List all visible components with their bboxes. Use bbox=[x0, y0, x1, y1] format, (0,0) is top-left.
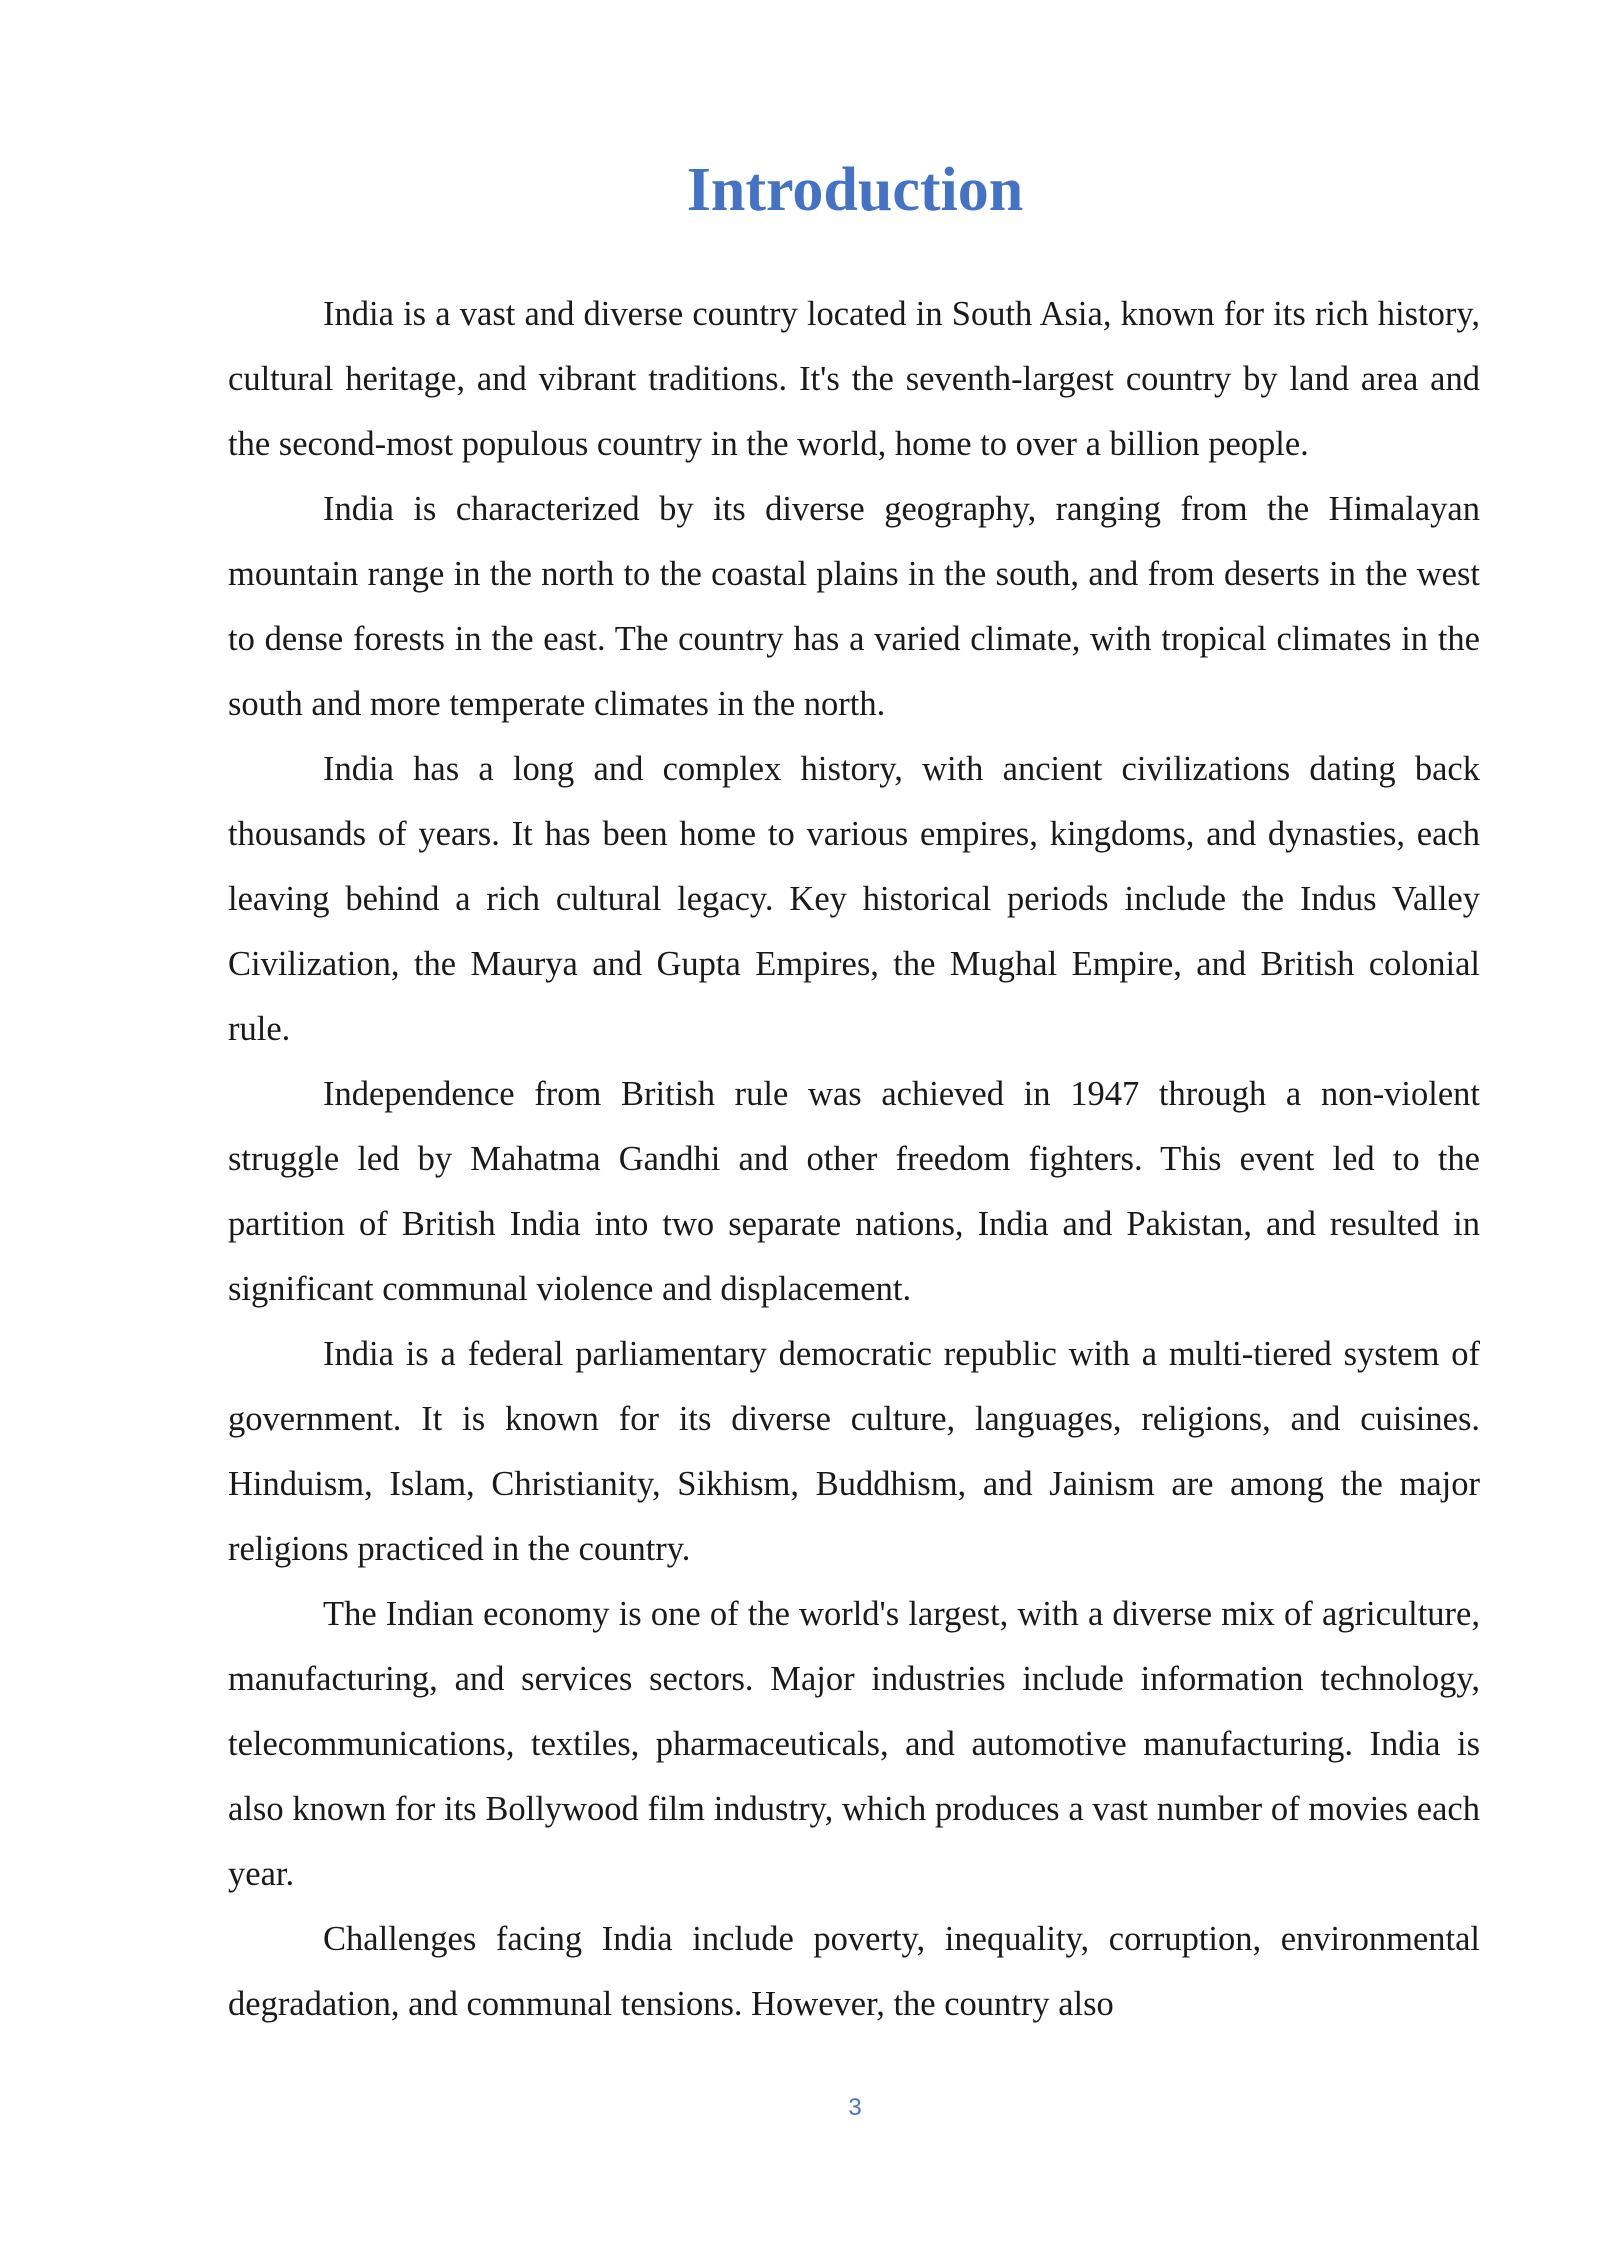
body-text bbox=[228, 282, 1480, 2080]
paragraph-overview: India is a vast and diverse country located in South Asia, known for its rich history, cultural heritage, and vibrant traditions. It's the seventh-largest country by land area and the second-most populous country in the world, home to over a billion people. bbox=[228, 295, 1480, 463]
paragraph-geography: India is characterized by its diverse geography, ranging from the Himalayan mountain range in the north to the coastal plains in the south, and from deserts in the west to dense forests in the east. The country has a varied climate, with tropical climates in the south and more temperate climates in the north. bbox=[228, 490, 1480, 723]
paragraph-government: India is a federal parliamentary democratic republic with a multi-tiered system of government. It is known for its diverse culture, languages, religions, and cuisines. Hinduism, Islam, Christianity, Sikhism, Buddhism, and Jainism are among the major religions practiced in the country. bbox=[228, 1335, 1480, 1568]
page-number: 3 bbox=[848, 2094, 862, 2121]
paragraph-history: India has a long and complex history, with ancient civilizations dating back thousands of years. It has been home to various empires, kingdoms, and dynasties, each leaving behind a rich cultural legacy. Key historical periods include the Indus Valley Civilization, the Maurya and Gupta Empires, the Mughal Empire, and British colonial rule. bbox=[228, 750, 1480, 1048]
page-title: Introduction bbox=[686, 156, 1024, 224]
paragraph-independence: Independence from British rule was achieved in 1947 through a non-violent struggle led by Mahatma Gandhi and other freedom fighters. This event led to the partition of British India into two separate nations, India and Pakistan, and resulted in significant communal violence and displacement. bbox=[228, 1075, 1480, 1308]
paragraph-economy: The Indian economy is one of the world's largest, with a diverse mix of agriculture, manufacturing, and services sectors. Major industries include information technology, telecommunications, textiles, pharmaceuticals, and automotive manufacturing. India is also known for its Bollywood film industry, which produces a vast number of movies each year. bbox=[228, 1595, 1480, 1893]
paragraph-challenges: Challenges facing India include poverty, inequality, corruption, environmental degradation, and communal tensions. However, the country also bbox=[228, 1920, 1480, 2023]
